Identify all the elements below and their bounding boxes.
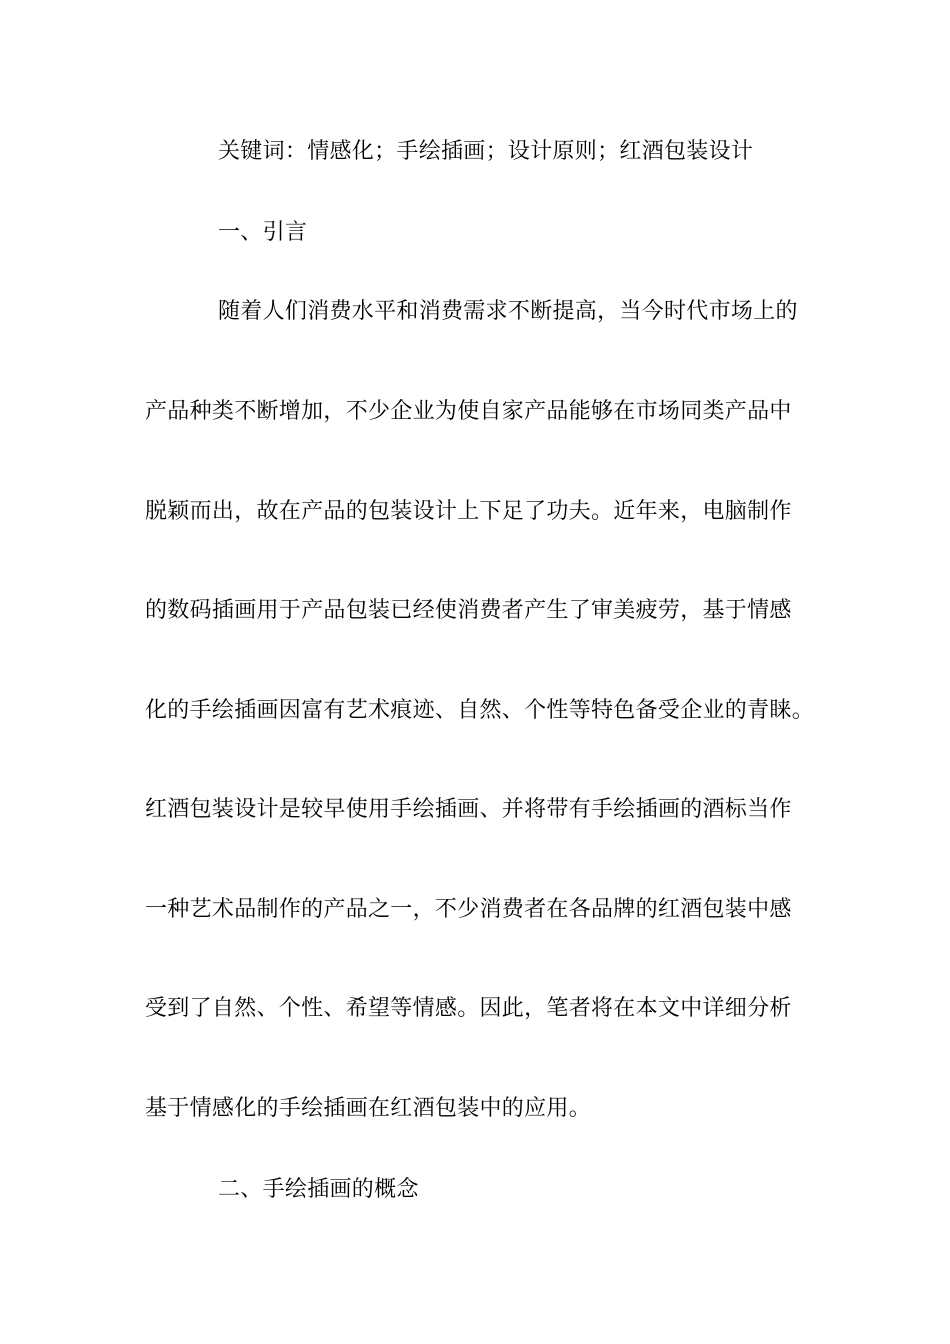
paragraph-line: 产品种类不断增加，不少企业为使自家产品能够在市场同类产品中 (145, 399, 792, 424)
paragraph-line: 一种艺术品制作的产品之一，不少消费者在各品牌的红酒包装中感 (145, 897, 792, 922)
paragraph-line: 化的手绘插画因富有艺术痕迹、自然、个性等特色备受企业的青睐。 (145, 698, 815, 723)
paragraph-line: 红酒包装设计是较早使用手绘插画、并将带有手绘插画的酒标当作 (145, 797, 792, 822)
paragraph-line: 的数码插画用于产品包装已经使消费者产生了审美疲劳，基于情感 (145, 598, 792, 623)
section-heading-introduction: 一、引言 (218, 220, 308, 245)
paragraph-line: 受到了自然、个性、希望等情感。因此，笔者将在本文中详细分析 (145, 996, 792, 1021)
paragraph-line: 脱颖而出，故在产品的包装设计上下足了功夫。近年来，电脑制作 (145, 499, 792, 524)
section-heading-hand-drawn-illustration: 二、手绘插画的概念 (218, 1177, 419, 1202)
paragraph-line: 随着人们消费水平和消费需求不断提高，当今时代市场上的 (218, 299, 798, 324)
keywords-line: 关键词：情感化；手绘插画；设计原则；红酒包装设计 (218, 139, 754, 164)
paragraph-line: 基于情感化的手绘插画在红酒包装中的应用。 (145, 1096, 592, 1121)
